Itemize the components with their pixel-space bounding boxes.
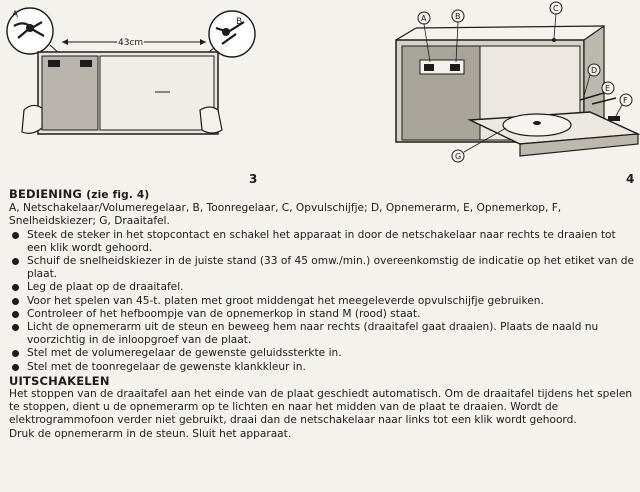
callout-label-e: E	[605, 84, 611, 93]
heading-bediening: BEDIENING	[9, 187, 83, 201]
callout-f	[616, 94, 632, 116]
callout-label-a: A	[421, 14, 427, 23]
instruction-item: Stel met de toonregelaar de gewenste klankkleur in.	[9, 361, 635, 374]
uitschakelen-paragraph: Het stoppen van de draaitafel aan het einde van de plaat geschiedt automatisch. Om de draaitafel tijdens het spelen te stoppen, dient u de opnemerarm op te lichten en naar het midden van de plaat te draaien. Wordt de elektrogrammofoon verder niet gebruikt, draai dan de netschakelaar naar links tot een klik wordt gehoord.	[9, 388, 633, 427]
instruction-item: Licht de opnemerarm uit de steun en beweeg hem naar rechts (draaitafel gaat draaien). Plaats de naald nu voorzichtig in de inloopgroef van de plaat.	[9, 321, 635, 347]
parts-list: A, Netschakelaar/Volumeregelaar, B, Toonregelaar, C, Opvulschijfje; D, Opnemerarm, E, Opnemerkop, F, Snelheidskiezer; G, Draaitafel.	[9, 202, 562, 228]
instruction-item: Stel met de volumeregelaar de gewenste geluidssterkte in.	[9, 347, 635, 360]
instruction-list	[9, 229, 635, 374]
callout-circle-b	[209, 11, 255, 57]
figure-4-illustration	[380, 0, 640, 190]
callout-e	[602, 82, 614, 94]
figure-3-illustration	[0, 0, 330, 190]
figure-4-number: 4	[626, 172, 635, 186]
section-heading-uitschakelen: UITSCHAKELEN	[9, 373, 110, 388]
section-heading-bediening	[9, 188, 635, 202]
instructions-text	[9, 188, 635, 441]
heading-figure-ref: (zie fig. 4)	[86, 189, 150, 201]
callout-label-d: D	[591, 66, 598, 75]
instruction-item: Steek de steker in het stopcontact en schakel het apparaat in door de netschakelaar naar rechts te draaien tot een klik wordt gehoord.	[9, 229, 635, 255]
uitschakelen-last-line: Druk de opnemerarm in de steun. Sluit het apparaat.	[9, 427, 292, 440]
callout-circle-a	[7, 8, 53, 54]
callout-label-g: G	[455, 152, 462, 161]
callout-label-b: B	[455, 12, 461, 21]
callout-label-a: A	[12, 10, 19, 20]
dimension-label: 43cm	[118, 38, 144, 48]
callout-c	[550, 2, 562, 38]
instruction-item: Controleer of het hefboompje van de opnemerkop in stand M (rood) staat.	[9, 308, 635, 321]
instruction-item: Leg de plaat op de draaitafel.	[9, 281, 635, 294]
callout-label-b: B	[236, 17, 243, 27]
figure-3-number: 3	[249, 172, 258, 186]
figures-area	[0, 0, 640, 190]
instruction-item: Schuif de snelheidskiezer in de juiste stand (33 of 45 omw./min.) overeenkomstig de indicatie op het etiket van de plaat.	[9, 255, 635, 281]
callout-label-c: C	[553, 4, 559, 13]
callout-label-f: F	[623, 96, 628, 105]
instruction-item: Voor het spelen van 45-t. platen met groot middengat het meegeleverde opvulschijfje gebruiken.	[9, 295, 635, 308]
